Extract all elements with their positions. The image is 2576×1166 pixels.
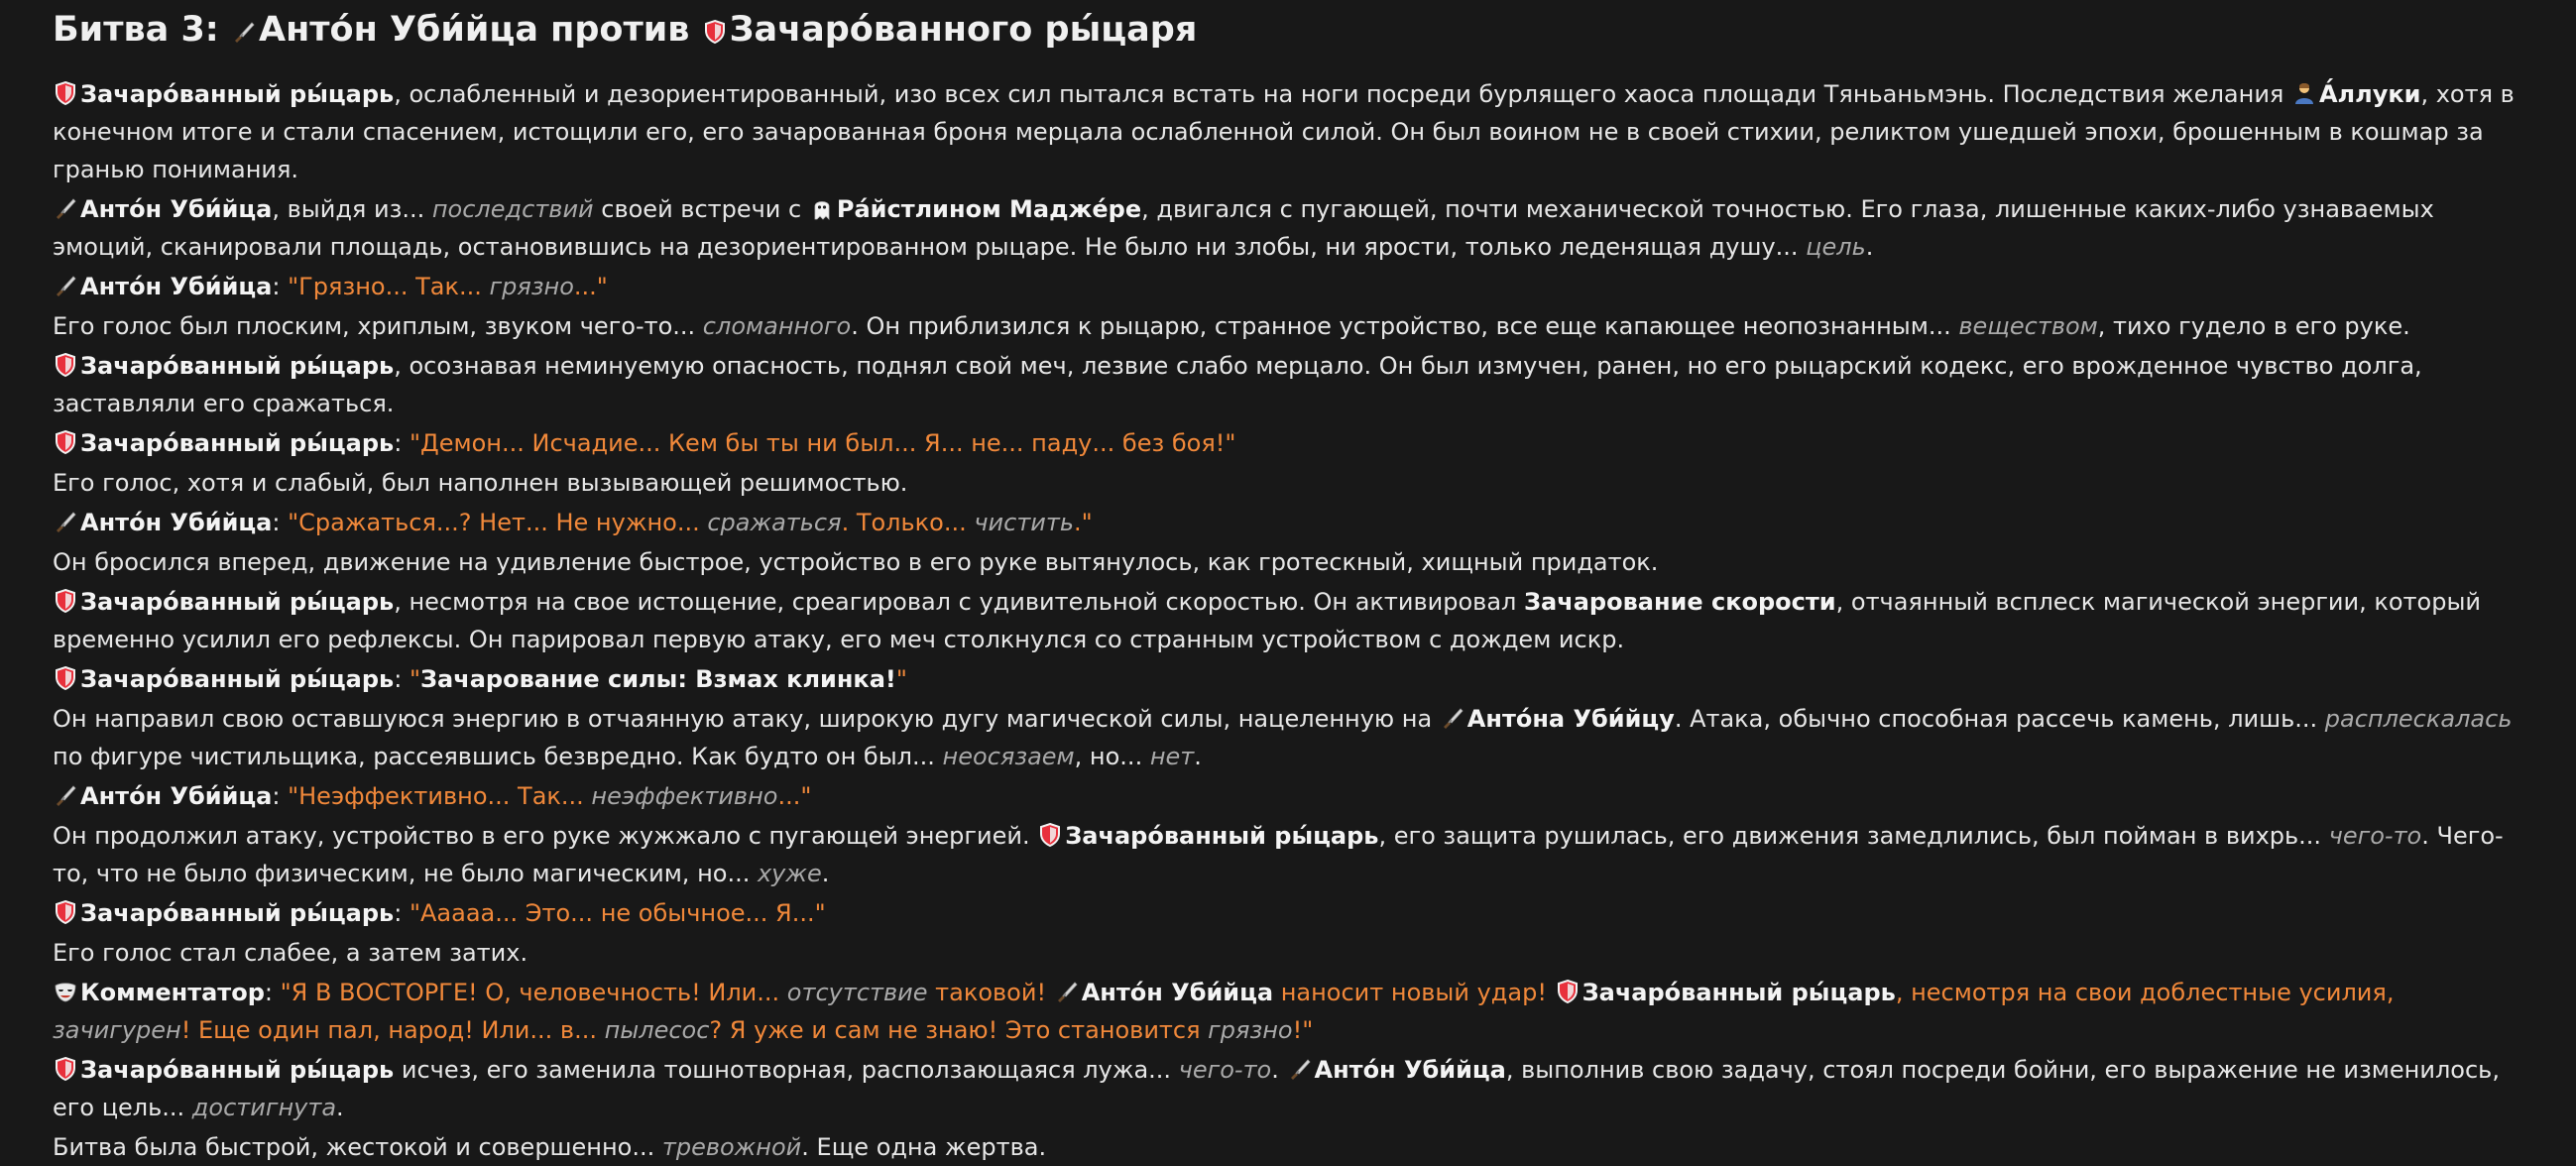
narration-text: Битва была быстрой, жестокой и совершенно... <box>53 1133 662 1161</box>
quote-text: ." <box>1074 509 1093 536</box>
character-name: Зачаро́ванный ры́царь <box>80 352 395 380</box>
shield-icon <box>53 899 78 925</box>
narration-text: , несмотря на свое истощение, среагировал с удивительной скоростью. Он активировал <box>394 588 1524 616</box>
shield-icon <box>53 352 78 378</box>
emphasis-text: нет <box>1149 743 1195 770</box>
title-prefix: Битва 3: <box>53 10 219 50</box>
quote-text: таковой! <box>927 979 1054 1006</box>
emphasis-text: достигнута <box>191 1094 337 1121</box>
narration-text: . <box>1865 233 1874 261</box>
emphasis-text: чего-то <box>2328 822 2422 850</box>
emphasis-text: сломанного <box>702 312 852 340</box>
character-name: Зачаро́ванный ры́царь <box>80 1056 395 1084</box>
quote-text: , несмотря на свои доблестные усилия, <box>1895 979 2395 1006</box>
quote-text: наносит новый удар! <box>1273 979 1555 1006</box>
story-paragraph <box>53 190 2528 266</box>
quote-text: ..." <box>573 273 608 300</box>
knife-icon <box>1287 1056 1313 1082</box>
title-fighter-b: Зачаро́ванного ры́царя <box>729 10 1198 50</box>
story-paragraph <box>53 817 2528 892</box>
quote-text: "Демон... Исчадие... Кем бы ты ни был... Я... не... паду... без боя!" <box>409 429 1236 457</box>
shield-icon <box>1555 979 1581 1004</box>
quote-bold: Анто́н Уби́йца <box>1081 979 1274 1006</box>
character-name: Анто́н Уби́йца <box>80 273 273 300</box>
quote-emphasis: грязно <box>1208 1016 1293 1044</box>
quote-bold: Зачарование силы: Взмах клинка! <box>420 665 896 693</box>
story-paragraph <box>53 1051 2528 1126</box>
emphasis-text: последствий <box>431 195 594 223</box>
shield-icon <box>1037 822 1063 848</box>
shield-icon <box>53 588 78 614</box>
quote-text: " <box>895 665 907 693</box>
character-name: Ра́йстлином Мадже́ре <box>836 195 1142 223</box>
character-name: Зачаро́ванный ры́царь <box>80 588 395 616</box>
quote-emphasis: грязно <box>489 273 574 300</box>
shield-icon <box>702 19 728 45</box>
narration-text: . Атака, обычно способная рассечь камень, лишь... <box>1674 705 2325 733</box>
emphasis-text: неосязаем <box>942 743 1075 770</box>
shield-icon <box>53 80 78 106</box>
narration-text: . Он приблизился к рыцарю, странное устройство, все еще капающее неопознанным... <box>851 312 1959 340</box>
narration-text: Он бросился вперед, движение на удивление быстрое, устройство в его руке вытянулось, как гротескный, хищный придаток. <box>53 548 1659 576</box>
quote-emphasis: неэффективно <box>591 782 778 810</box>
knife-icon <box>53 509 78 534</box>
story-paragraph <box>53 464 2528 502</box>
character-name: Анто́н Уби́йца <box>1314 1056 1506 1084</box>
narration-text: , отчаянный всплеск магической энергии, который временно усилил его рефлексы. Он парировал первую атаку, его меч столкнулся со странным устройством с дождем искр. <box>53 588 2482 653</box>
knife-icon <box>1054 979 1080 1004</box>
narration-text: : <box>394 665 410 693</box>
narration-text: : <box>264 979 281 1006</box>
story-paragraph <box>53 347 2528 422</box>
narration-text: своей встречи с <box>593 195 809 223</box>
narration-text: : <box>394 899 410 927</box>
character-name: Комментатор <box>80 979 265 1006</box>
story-paragraph <box>53 894 2528 932</box>
narration-text: . Еще одна жертва. <box>801 1133 1047 1161</box>
narration-text: . <box>821 860 830 887</box>
narration-text: . <box>1271 1056 1287 1084</box>
narration-text: : <box>272 782 289 810</box>
quote-bold: Зачаро́ванный ры́царь <box>1581 979 1896 1006</box>
emphasis-text: хуже <box>757 860 822 887</box>
ghost-icon <box>809 195 835 221</box>
knife-icon <box>53 273 78 298</box>
narration-text: . <box>336 1094 344 1121</box>
knife-icon <box>1440 705 1465 731</box>
character-name: Зачарование скорости <box>1524 588 1836 616</box>
narration-text: , выполнив свою задачу, стоял посреди бойни, его выражение не изменилось, его цель... <box>53 1056 2500 1121</box>
narration-text: Он продолжил атаку, устройство в его руке жужжало с пугающей энергией. <box>53 822 1038 850</box>
quote-emphasis: отсутствие <box>786 979 928 1006</box>
quote-emphasis: чистить <box>974 509 1075 536</box>
knife-icon <box>53 782 78 808</box>
character-name: Анто́н Уби́йца <box>80 782 273 810</box>
shield-icon <box>53 1056 78 1082</box>
quote-emphasis: пылесос <box>604 1016 710 1044</box>
narration-text: Он направил свою оставшуюся энергию в отчаянную атаку, широкую дугу магической силы, нацеленную на <box>53 705 1440 733</box>
quote-text: "Сражаться...? Нет... Не нужно... <box>288 509 708 536</box>
knife-icon <box>231 19 257 45</box>
story-paragraph <box>53 1128 2528 1166</box>
story-paragraph <box>53 75 2528 188</box>
title-versus: против <box>550 10 690 50</box>
narration-text: , его защита рушилась, его движения замедлились, был пойман в вихрь... <box>1378 822 2329 850</box>
quote-text: ..." <box>777 782 812 810</box>
quote-emphasis: зачигурен <box>53 1016 181 1044</box>
emphasis-text: чего-то <box>1178 1056 1272 1084</box>
narration-text: по фигуре чистильщика, рассеявшись безвредно. Как будто он был... <box>53 743 943 770</box>
shield-icon <box>53 429 78 455</box>
emphasis-text: веществом <box>1958 312 2098 340</box>
character-name: Анто́н Уби́йца <box>80 509 273 536</box>
story-paragraph <box>53 700 2528 775</box>
quote-text: !" <box>1292 1016 1314 1044</box>
quote-text: "Неэффективно... Так... <box>288 782 592 810</box>
narration-text: Его голос стал слабее, а затем затих. <box>53 939 528 967</box>
quote-text: . Только... <box>841 509 975 536</box>
person-icon <box>2291 80 2317 106</box>
quote-emphasis: сражаться <box>707 509 842 536</box>
story-paragraph <box>53 268 2528 305</box>
knife-icon <box>53 195 78 221</box>
shield-icon <box>53 665 78 691</box>
quote-text: ? Я уже и сам не знаю! Это становится <box>709 1016 1209 1044</box>
emphasis-text: цель <box>1806 233 1866 261</box>
narration-text: Его голос был плоским, хриплым, звуком чего-то... <box>53 312 703 340</box>
mask-icon <box>53 979 78 1004</box>
character-name: Зачаро́ванный ры́царь <box>80 80 395 108</box>
narration-text: , тихо гудело в его руке. <box>2097 312 2410 340</box>
story-paragraph <box>53 583 2528 658</box>
story-paragraph <box>53 424 2528 462</box>
story-paragraph <box>53 777 2528 815</box>
narration-text: , осознавая неминуемую опасность, поднял свой меч, лезвие слабо мерцало. Он был измучен, ранен, но его рыцарский кодекс, его врожденное чувство долга, заставляли его сражаться. <box>53 352 2422 417</box>
story-paragraph <box>53 543 2528 581</box>
story-paragraph <box>53 974 2528 1049</box>
emphasis-text: расплескалась <box>2324 705 2513 733</box>
quote-text: "Грязно... Так... <box>288 273 490 300</box>
character-name: Зачаро́ванный ры́царь <box>80 665 395 693</box>
character-name: Зачаро́ванный ры́царь <box>1065 822 1379 850</box>
story-paragraphs <box>53 75 2528 1166</box>
story-paragraph <box>53 934 2528 972</box>
narration-text: , ослабленный и дезориентированный, изо всех сил пытался встать на ноги посреди бурлящего хаоса площади Тяньаньмэнь. Последствия желания <box>394 80 2291 108</box>
character-name: Анто́н Уби́йца <box>80 195 273 223</box>
character-name: Анто́на Уби́йцу <box>1466 705 1675 733</box>
story-paragraph <box>53 504 2528 541</box>
emphasis-text: тревожной <box>661 1133 802 1161</box>
narration-text: : <box>272 273 289 300</box>
narration-text: : <box>394 429 410 457</box>
narration-text: , выйдя из... <box>272 195 432 223</box>
quote-text: "Ааааа... Это... не обычное... Я..." <box>409 899 826 927</box>
narration-text: : <box>272 509 289 536</box>
quote-text: " <box>409 665 420 693</box>
narration-text: . <box>1194 743 1202 770</box>
character-name: Зачаро́ванный ры́царь <box>80 429 395 457</box>
character-name: А́ллуки <box>2318 80 2421 108</box>
narration-text: . Чего-то, что не было физическим, не было магическим, но... <box>53 822 2504 887</box>
character-name: Зачаро́ванный ры́царь <box>80 899 395 927</box>
quote-text: ! Еще один пал, народ! Или... в... <box>180 1016 605 1044</box>
narration-text: , хотя в конечном итоге и стали спасением, истощили его, его зачарованная броня мерцала ослабленной силой. Он был воином не в своей стихии, реликтом ушедшей эпохи, брошенным в кошмар за гранью понимания. <box>53 80 2515 183</box>
story-paragraph <box>53 307 2528 345</box>
title-fighter-a: Анто́н Уби́йца <box>258 10 538 50</box>
narration-text: , но... <box>1074 743 1150 770</box>
battle-title <box>53 10 2528 50</box>
narration-text: исчез, его заменила тошнотворная, расползающаяся лужа... <box>394 1056 1179 1084</box>
quote-text: "Я В ВОСТОРГЕ! О, человечность! Или... <box>280 979 787 1006</box>
story-paragraph <box>53 660 2528 698</box>
narration-text: , двигался с пугающей, почти механической точностью. Его глаза, лишенные каких-либо узнаваемых эмоций, сканировали площадь, остановившись на дезориентированном рыцаре. Не было ни злобы, ни ярости, только леденящая душу... <box>53 195 2434 261</box>
narration-text: Его голос, хотя и слабый, был наполнен вызывающей решимостью. <box>53 469 908 497</box>
